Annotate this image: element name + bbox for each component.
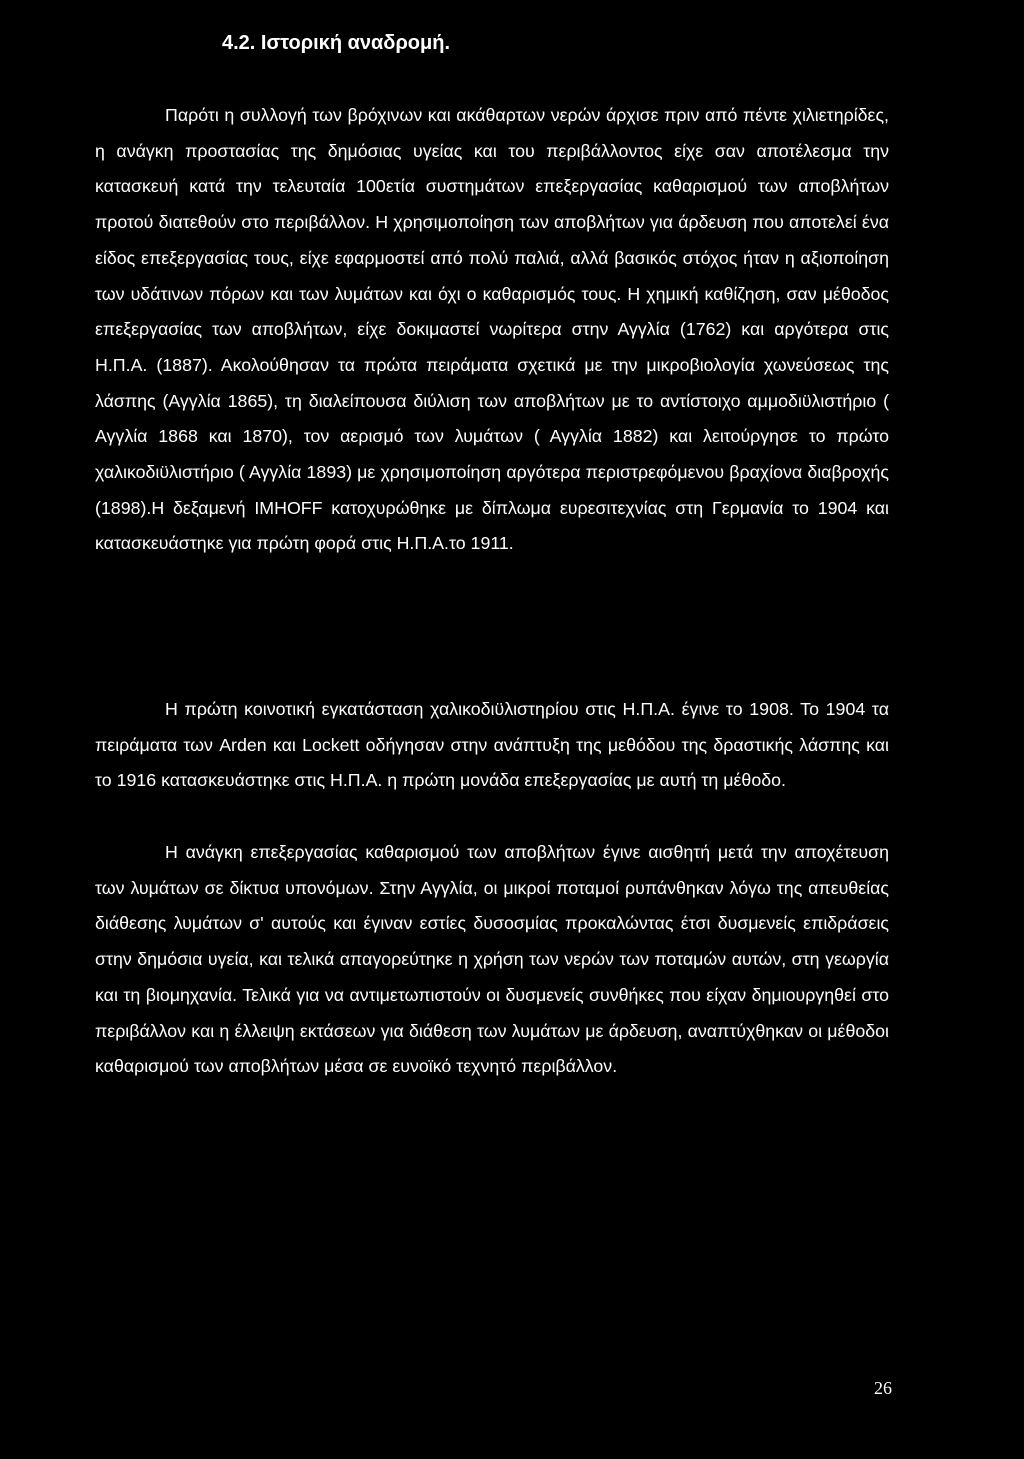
paragraph-history-intro: Παρότι η συλλογή των βρόχινων και ακάθαρτων νερών άρχισε πριν από πέντε χιλιετηρίδες, η ανάγκη προστασίας της δημόσιας υγείας και του περιβάλλοντος είχε σαν αποτέλεσμα την κατασκευή κατά την τελευταία 100ετία συστημάτων επεξεργασίας καθαρισμού των αποβλήτων προτού διατεθούν στο περιβάλλον. Η χρησιμοποίηση των αποβλήτων για άρδευση που αποτελεί ένα είδος επεξεργασίας τους, είχε εφαρμοστεί από πολύ παλιά, αλλά βασικός στόχος ήταν η αξιοποίηση των υδάτινων πόρων και των λυμάτων και όχι ο καθαρισμός τους. Η χημική καθίζηση, σαν μέθοδος επεξεργασίας των αποβλήτων, είχε δοκιμαστεί νωρίτερα στην Αγγλία (1762) και αργότερα στις Η.Π.Α. (1887). Ακολούθησαν τα πρώτα πειράματα σχετικά με την μικροβιολογία χωνεύσεως της λάσπης (Αγγλία 1865), τη διαλείπουσα διύλιση των αποβλήτων με το αντίστοιχο αμμοδιϋλιστήριο ( Αγγλία 1868 και 1870), τον αερισμό των λυμάτων ( Αγγλία 1882) και λειτούργησε το πρώτο χαλικοδιϋλιστήριο ( Αγγλία 1893) με χρησιμοποίηση αργότερα περιστρεφόμενου βραχίονα διαβροχής (1898).Η δεξαμενή IMHOFF κατοχυρώθηκε με δίπλωμα ευρεσιτεχνίας στη Γερμανία το 1904 και κατασκευάστηκε για πρώτη φορά στις Η.Π.Α.το 1911. [95,105,889,554]
paragraph-first-installation: Η πρώτη κοινοτική εγκατάσταση χαλικοδιϋλιστηρίου στις Η.Π.Α. έγινε το 1908. Το 1904 τα πειράματα των Arden και Lockett οδήγησαν στην ανάπτυξη της μεθόδου της δραστικής λάσπης και το 1916 κατασκευάστηκε στις Η.Π.Α. η πρώτη μονάδα επεξεργασίας με αυτή τη μέθοδο. [95,699,889,791]
section-heading: 4.2. Ιστορική αναδρομή. [222,32,451,54]
paragraph-treatment-need: Η ανάγκη επεξεργασίας καθαρισμού των αποβλήτων έγινε αισθητή μετά την αποχέτευση των λυμάτων σε δίκτυα υπονόμων. Στην Αγγλία, οι μικροί ποταμοί ρυπάνθηκαν λόγω της απευθείας διάθεσης λυμάτων σ' αυτούς και έγιναν εστίες δυσοσμίας προκαλώντας έτσι δυσμενείς επιδράσεις στην δημόσια υγεία, και τελικά απαγορεύτηκε η χρήση των νερών των ποταμών αυτών, στη γεωργία και τη βιομηχανία. Τελικά για να αντιμετωπιστούν οι δυσμενείς συνθήκες που είχαν δημιουργηθεί στο περιβάλλον και η έλλειψη εκτάσεων για διάθεση των λυμάτων με άρδευση, αναπτύχθηκαν οι μέθοδοι καθαρισμού των αποβλήτων μέσα σε ευνοϊκό τεχνητό περιβάλλον. [95,842,889,1077]
page-number: 26 [874,1378,892,1398]
